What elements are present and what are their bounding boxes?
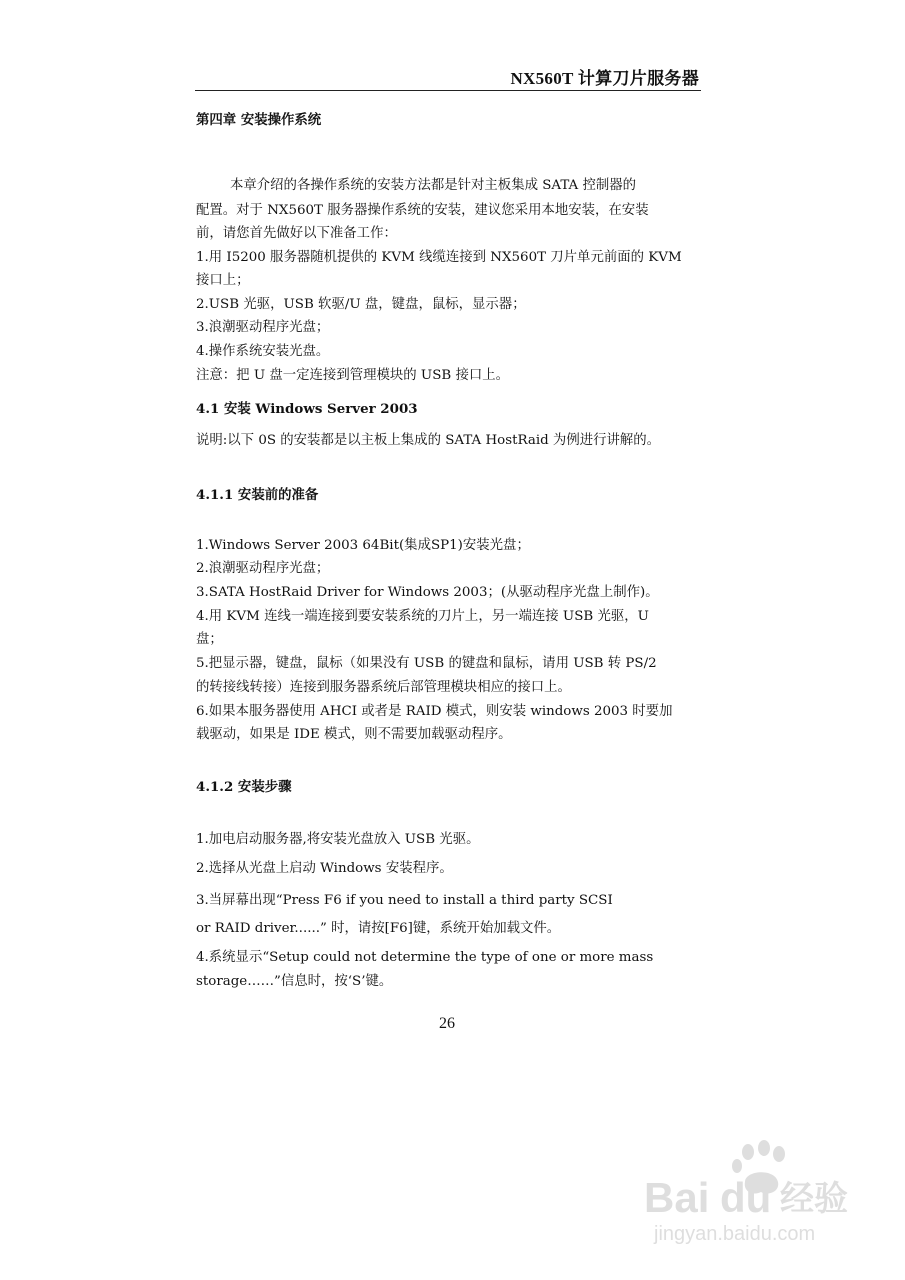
- prep-line: 4.用 KVM 连线一端连接到要安装系统的刀片上，另一端连接 USB 光驱，U: [196, 609, 649, 624]
- intro-line: 本章介绍的各操作系统的安装方法都是针对主板集成 SATA 控制器的: [230, 178, 637, 193]
- step-line: 1.加电启动服务器,将安装光盘放入 USB 光驱。: [196, 832, 480, 847]
- watermark-url-text: jingyan.baidu.com: [654, 1223, 816, 1245]
- step-line: or RAID driver......” 时，请按[F6]键，系统开始加载文件。: [196, 921, 561, 936]
- section-4-1-1-title: 4.1.1 安装前的准备: [196, 487, 319, 503]
- prep-line: 5.把显示器，键盘，鼠标（如果没有 USB 的键盘和鼠标，请用 USB 转 PS/2: [196, 656, 657, 671]
- step-line: 2.选择从光盘上启动 Windows 安装程序。: [196, 861, 453, 876]
- chapter-title: 第四章 安装操作系统: [196, 112, 322, 128]
- page-number: 26: [439, 1015, 455, 1032]
- step-line: storage……”信息时，按‘S’键。: [196, 974, 393, 989]
- baidu-watermark-logo: [640, 1138, 880, 1248]
- intro-line: 4.操作系统安装光盘。: [196, 344, 330, 359]
- prep-line: 的转接线转接）连接到服务器系统后部管理模块相应的接口上。: [196, 680, 571, 695]
- svg-text:经验: 经验: [780, 1179, 848, 1219]
- intro-line: 前，请您首先做好以下准备工作：: [196, 226, 397, 241]
- step-line: 3.当屏幕出现“Press F6 if you need to install a third party SCSI: [196, 893, 613, 908]
- prep-line: 3.SATA HostRaid Driver for Windows 2003；(从驱动程序光盘上制作)。: [196, 585, 659, 600]
- svg-text:du: du: [720, 1174, 772, 1221]
- watermark-brand-text: Bai: [644, 1174, 710, 1221]
- prep-line: 1.Windows Server 2003 64Bit(集成SP1)安装光盘；: [196, 538, 530, 553]
- header-title: NX560T 计算刀片服务器: [510, 69, 699, 88]
- prep-line: 载驱动，如果是 IDE 模式，则不需要加载驱动程序。: [196, 727, 512, 742]
- prep-line: 盘；: [196, 632, 223, 647]
- section-4-1-note: 说明:以下 0S 的安装都是以主板上集成的 SATA HostRaid 为例进行讲解的。: [196, 433, 661, 448]
- prep-line: 6.如果本服务器使用 AHCI 或者是 RAID 模式，则安装 windows 2003 时要加: [196, 704, 673, 719]
- prep-line: 2.浪潮驱动程序光盘；: [196, 561, 330, 576]
- section-4-1-title: 4.1 安装 Windows Server 2003: [196, 401, 418, 417]
- section-4-1-2-title: 4.1.2 安装步骤: [196, 779, 292, 795]
- intro-line: 1.用 I5200 服务器随机提供的 KVM 线缆连接到 NX560T 刀片单元前面的 KVM: [196, 250, 682, 265]
- intro-line: 配置。对于 NX560T 服务器操作系统的安装，建议您采用本地安装，在安装: [196, 203, 649, 218]
- intro-note: 注意：把 U 盘一定连接到管理模块的 USB 接口上。: [196, 368, 510, 383]
- step-line: 4.系统显示“Setup could not determine the type of one or more mass: [196, 950, 654, 965]
- intro-line: 接口上；: [196, 273, 250, 288]
- intro-line: 3.浪潮驱动程序光盘；: [196, 320, 330, 335]
- intro-line: 2.USB 光驱，USB 软驱/U 盘，键盘，鼠标，显示器；: [196, 297, 526, 312]
- page-header: [195, 62, 701, 91]
